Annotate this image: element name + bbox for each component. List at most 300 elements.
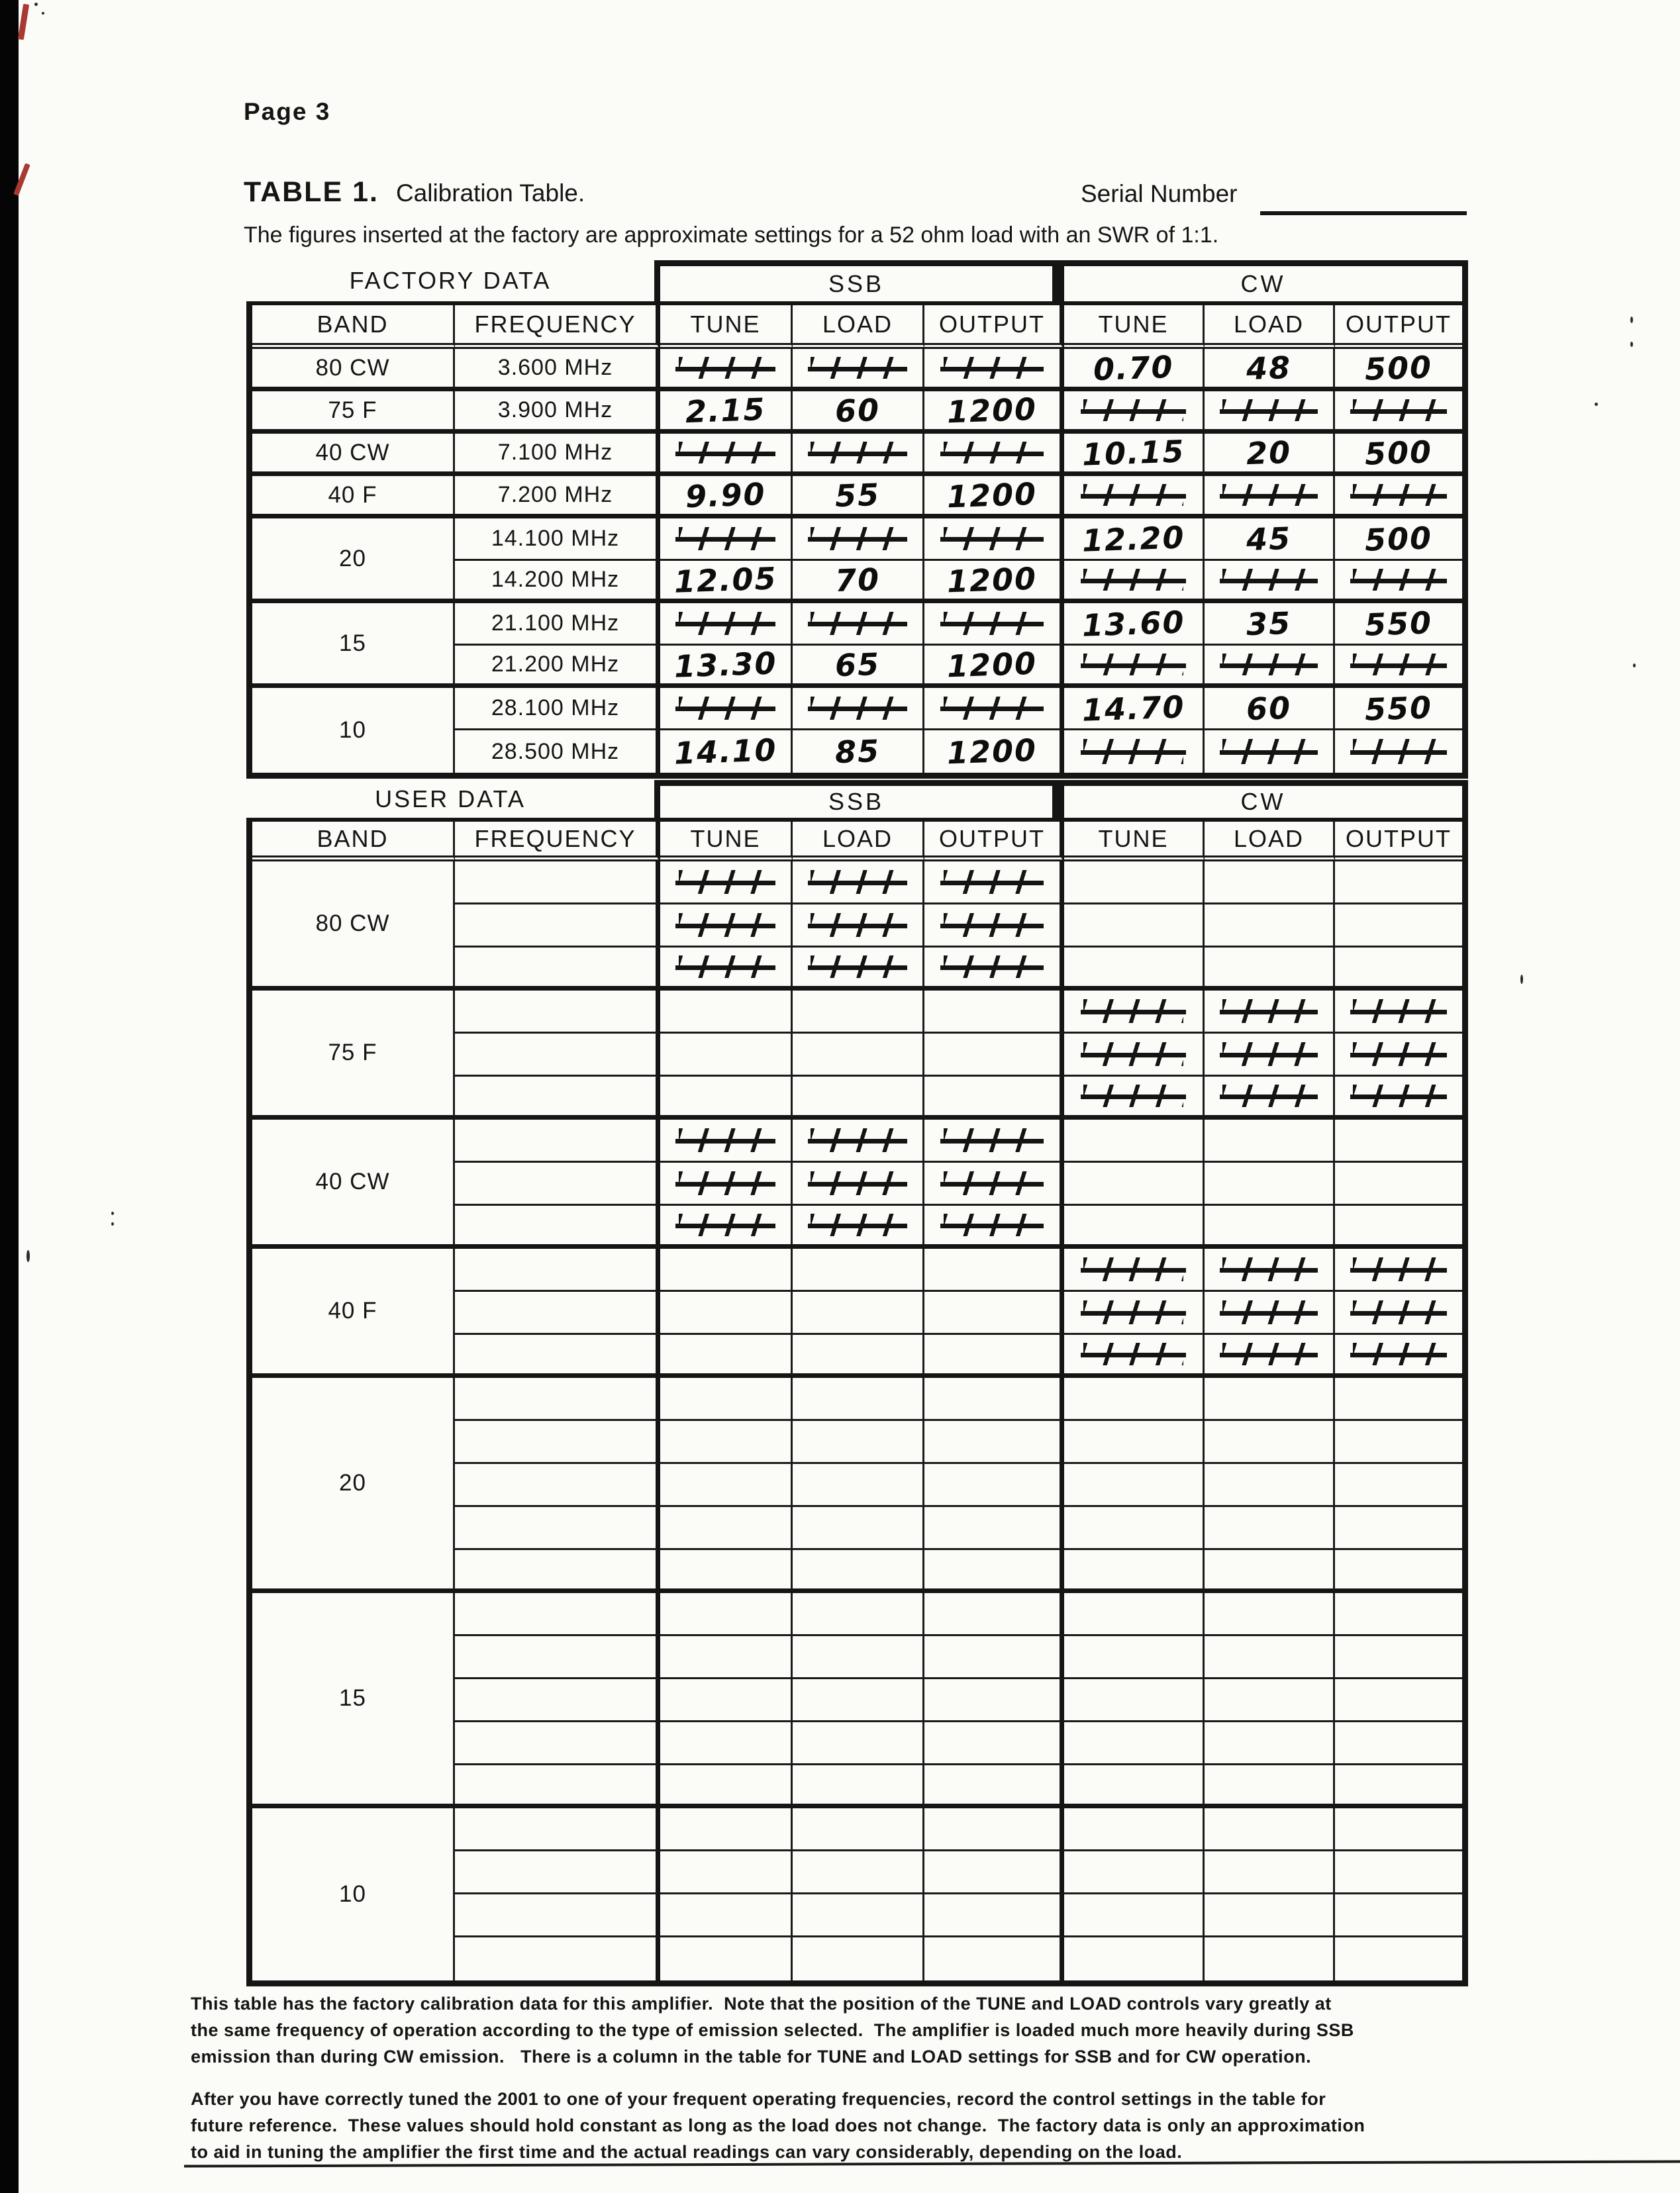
crossed-out-mark: [1083, 399, 1183, 421]
cw-tune-cell: [1064, 518, 1205, 561]
ssb-output-cell: [924, 1593, 1064, 1636]
cw-load-cell: [1205, 1077, 1335, 1120]
ssb-tune-cell: [660, 391, 793, 434]
frequency-cell: 21.100 MHz: [455, 603, 660, 646]
scan-artifact-red-mark: [18, 4, 29, 40]
band-cell: 40 CW: [252, 434, 455, 476]
crossed-out-mark: [1083, 1042, 1183, 1066]
table-caption: [244, 176, 585, 209]
crossed-out-mark: [944, 1128, 1041, 1152]
ssb-output-cell: [924, 991, 1064, 1034]
ssb-output-cell: [924, 1378, 1064, 1421]
crossed-out-mark: [1353, 399, 1444, 421]
cw-load-cell: [1205, 1206, 1335, 1249]
frequency-cell: [455, 1335, 660, 1378]
column-header-output: OUTPUT: [924, 822, 1064, 861]
cw-output-cell: [1335, 688, 1462, 730]
ssb-output-cell: [924, 1765, 1064, 1808]
cw-tune-cell: [1064, 1937, 1205, 1980]
ssb-output-cell: [924, 434, 1064, 476]
crossed-out-mark: [679, 357, 773, 379]
crossed-out-mark: [679, 1128, 773, 1152]
ssb-output-cell: [924, 1722, 1064, 1765]
cw-tune-cell: [1064, 1034, 1205, 1077]
crossed-out-mark: [1083, 739, 1183, 763]
ssb-output-cell: [924, 688, 1064, 730]
cw-output-cell: [1335, 1851, 1462, 1894]
ssb-tune-cell: [660, 1292, 793, 1335]
band-cell: 40 F: [252, 476, 455, 518]
ssb-output-cell: [924, 561, 1064, 603]
ssb-output-cell: [924, 861, 1064, 904]
crossed-out-mark: [1222, 1257, 1315, 1281]
cw-output-cell: [1335, 603, 1462, 646]
ssb-tune-cell: [660, 1937, 793, 1980]
ssb-load-cell: [793, 1120, 924, 1163]
cw-load-cell: [1205, 518, 1335, 561]
cw-output-cell: [1335, 1378, 1462, 1421]
frequency-cell: [455, 1851, 660, 1894]
scan-speck: [1630, 317, 1633, 323]
ssb-load-cell: [793, 1077, 924, 1120]
cw-tune-cell: [1064, 1292, 1205, 1335]
frequency-cell: 7.200 MHz: [455, 476, 660, 518]
frequency-cell: 28.500 MHz: [455, 730, 660, 773]
ssb-load-cell: [793, 991, 924, 1034]
handwritten-value: 20: [1246, 434, 1292, 471]
crossed-out-mark: [1083, 484, 1183, 506]
ssb-tune-cell: [660, 434, 793, 476]
cw-load-cell: [1205, 1163, 1335, 1206]
column-header-tune: TUNE: [1064, 822, 1205, 861]
scan-speck: [111, 1222, 114, 1226]
frequency-cell: [455, 1292, 660, 1335]
cw-load-cell: [1205, 1808, 1335, 1851]
handwritten-value: 1200: [946, 475, 1038, 514]
handwritten-value: 13.60: [1081, 603, 1186, 644]
ssb-tune-cell: [660, 603, 793, 646]
ssb-output-cell: [924, 1679, 1064, 1722]
cw-tune-cell: [1064, 646, 1205, 688]
crossed-out-mark: [1222, 1042, 1315, 1066]
crossed-out-mark: [811, 697, 904, 720]
cw-tune-cell: [1064, 1421, 1205, 1464]
cw-tune-cell: [1064, 1077, 1205, 1120]
cw-load-cell: [1205, 1636, 1335, 1679]
crossed-out-mark: [1353, 654, 1444, 675]
ssb-tune-cell: [660, 476, 793, 518]
calibration-grid: [246, 818, 1468, 1986]
ssb-load-cell: [793, 561, 924, 603]
ssb-output-cell: [924, 1808, 1064, 1851]
crossed-out-mark: [1083, 1343, 1183, 1365]
cw-load-cell: [1205, 904, 1335, 948]
crossed-out-mark: [679, 913, 773, 937]
column-header-output: OUTPUT: [924, 305, 1064, 349]
ssb-load-cell: [793, 1507, 924, 1550]
ssb-load-cell: [793, 349, 924, 391]
cw-load-cell: [1205, 688, 1335, 730]
cw-tune-cell: [1064, 476, 1205, 518]
ssb-tune-cell: [660, 1421, 793, 1464]
cw-load-cell: [1205, 561, 1335, 603]
cw-tune-cell: [1064, 1808, 1205, 1851]
ssb-load-cell: [793, 730, 924, 773]
cw-output-cell: [1335, 434, 1462, 476]
cw-output-cell: [1335, 1636, 1462, 1679]
crossed-out-mark: [1353, 999, 1444, 1023]
cw-group-header: CW: [1058, 780, 1468, 818]
crossed-out-mark: [1222, 484, 1315, 506]
note-text-line: emission than during CW emission. There is a column in the table for TUNE and LOAD settings for SSB and for CW operation.: [191, 2047, 1312, 2067]
cw-output-cell: [1335, 1034, 1462, 1077]
ssb-tune-cell: [660, 1335, 793, 1378]
ssb-tune-cell: [660, 1163, 793, 1206]
frequency-cell: [455, 1206, 660, 1249]
crossed-out-mark: [1083, 999, 1183, 1023]
factory-data-table: [246, 260, 1468, 779]
user-data-table: [246, 780, 1468, 1986]
frequency-cell: [455, 1507, 660, 1550]
cw-output-cell: [1335, 476, 1462, 518]
cw-tune-cell: [1064, 861, 1205, 904]
crossed-out-mark: [1222, 399, 1315, 421]
note-text-line: the same frequency of operation according to the type of emission selected. The amplifier is loaded much more heavily during SSB: [191, 2020, 1354, 2040]
crossed-out-mark: [944, 870, 1041, 894]
ssb-tune-cell: [660, 1378, 793, 1421]
handwritten-value: 550: [1364, 604, 1433, 643]
handwritten-value: 14.10: [673, 732, 778, 771]
ssb-load-cell: [793, 518, 924, 561]
frequency-cell: [455, 861, 660, 904]
ssb-tune-cell: [660, 730, 793, 773]
ssb-tune-cell: [660, 1894, 793, 1937]
ssb-load-cell: [793, 1550, 924, 1593]
ssb-load-cell: [793, 1421, 924, 1464]
table-group-header-row: [246, 780, 1468, 818]
ssb-tune-cell: [660, 1206, 793, 1249]
crossed-out-mark: [1083, 1257, 1183, 1281]
crossed-out-mark: [679, 697, 773, 720]
ssb-output-cell: [924, 1636, 1064, 1679]
crossed-out-mark: [1222, 1085, 1315, 1107]
ssb-load-cell: [793, 1206, 924, 1249]
ssb-load-cell: [793, 603, 924, 646]
cw-group-header: CW: [1058, 260, 1468, 301]
frequency-cell: [455, 1421, 660, 1464]
table-number-label: TABLE 1.: [244, 176, 379, 208]
cw-output-cell: [1335, 948, 1462, 991]
ssb-output-cell: [924, 1206, 1064, 1249]
ssb-output-cell: [924, 1894, 1064, 1937]
scan-speck: [42, 12, 44, 15]
frequency-cell: 7.100 MHz: [455, 434, 660, 476]
ssb-load-cell: [793, 1034, 924, 1077]
cw-tune-cell: [1064, 1851, 1205, 1894]
frequency-cell: [455, 1679, 660, 1722]
cw-tune-cell: [1064, 434, 1205, 476]
ssb-tune-cell: [660, 1593, 793, 1636]
intro-text: The figures inserted at the factory are approximate settings for a 52 ohm load with an SWR of 1:1.: [244, 222, 1219, 248]
ssb-tune-cell: [660, 1765, 793, 1808]
crossed-out-mark: [679, 870, 773, 894]
cw-load-cell: [1205, 646, 1335, 688]
frequency-cell: 14.100 MHz: [455, 518, 660, 561]
frequency-cell: [455, 1120, 660, 1163]
cw-output-cell: [1335, 1765, 1462, 1808]
cw-load-cell: [1205, 1550, 1335, 1593]
ssb-load-cell: [793, 1335, 924, 1378]
scan-speck: [1630, 342, 1633, 347]
crossed-out-mark: [1083, 654, 1183, 675]
frequency-cell: [455, 1722, 660, 1765]
ssb-tune-cell: [660, 1464, 793, 1507]
scan-artifact-left-bar: [0, 0, 19, 2193]
cw-load-cell: [1205, 861, 1335, 904]
note-text-line: future reference. These values should hold constant as long as the load does not change. The factory data is only an approximation: [191, 2116, 1365, 2135]
handwritten-value: 60: [1246, 689, 1292, 727]
cw-load-cell: [1205, 1593, 1335, 1636]
frequency-cell: [455, 1034, 660, 1077]
cw-load-cell: [1205, 1378, 1335, 1421]
scan-speck: [1520, 975, 1523, 984]
cw-load-cell: [1205, 1335, 1335, 1378]
handwritten-value: 55: [834, 476, 881, 514]
table-section-label: USER DATA: [375, 785, 526, 812]
ssb-group-header: SSB: [654, 260, 1058, 301]
ssb-tune-cell: [660, 518, 793, 561]
handwritten-value: 500: [1364, 433, 1433, 472]
crossed-out-mark: [944, 1171, 1041, 1195]
crossed-out-mark: [944, 527, 1041, 550]
crossed-out-mark: [1222, 999, 1315, 1023]
cw-load-cell: [1205, 1679, 1335, 1722]
crossed-out-mark: [944, 697, 1041, 720]
crossed-out-mark: [1083, 1300, 1183, 1324]
ssb-output-cell: [924, 646, 1064, 688]
column-header-tune: TUNE: [1064, 305, 1205, 349]
cw-output-cell: [1335, 1937, 1462, 1980]
crossed-out-mark: [679, 527, 773, 550]
handwritten-value: 60: [834, 391, 881, 429]
ssb-tune-cell: [660, 1249, 793, 1292]
cw-output-cell: [1335, 1507, 1462, 1550]
column-header-load: LOAD: [1205, 305, 1335, 349]
band-cell: 75 F: [252, 391, 455, 434]
handwritten-value: 85: [834, 732, 881, 771]
crossed-out-mark: [1353, 739, 1444, 763]
cw-tune-cell: [1064, 948, 1205, 991]
crossed-out-mark: [1083, 1085, 1183, 1107]
column-header-load: LOAD: [793, 305, 924, 349]
cw-tune-cell: [1064, 1335, 1205, 1378]
handwritten-value: 1200: [946, 560, 1038, 599]
ssb-output-cell: [924, 1421, 1064, 1464]
ssb-load-cell: [793, 1765, 924, 1808]
ssb-load-cell: [793, 1464, 924, 1507]
cw-tune-cell: [1064, 561, 1205, 603]
band-cell: 80 CW: [252, 349, 455, 391]
scan-speck: [34, 3, 38, 6]
ssb-output-cell: [924, 1507, 1064, 1550]
page-number: Page 3: [244, 98, 331, 125]
handwritten-value: 35: [1246, 605, 1292, 642]
cw-output-cell: [1335, 1679, 1462, 1722]
crossed-out-mark: [944, 357, 1041, 379]
ssb-output-cell: [924, 1034, 1064, 1077]
band-cell: 75 F: [252, 991, 455, 1120]
cw-load-cell: [1205, 1722, 1335, 1765]
band-cell: 10: [252, 1808, 455, 1980]
ssb-load-cell: [793, 1292, 924, 1335]
ssb-output-cell: [924, 730, 1064, 773]
crossed-out-mark: [1353, 1042, 1444, 1066]
serial-number-blank-line: [1260, 211, 1467, 215]
crossed-out-mark: [679, 1171, 773, 1195]
cw-load-cell: [1205, 1507, 1335, 1550]
handwritten-value: 500: [1364, 519, 1433, 558]
ssb-output-cell: [924, 1292, 1064, 1335]
crossed-out-mark: [1353, 1343, 1444, 1365]
column-header-load: LOAD: [793, 822, 924, 861]
frequency-cell: [455, 1550, 660, 1593]
frequency-cell: [455, 1077, 660, 1120]
crossed-out-mark: [944, 612, 1041, 635]
ssb-tune-cell: [660, 349, 793, 391]
handwritten-value: 550: [1364, 689, 1433, 728]
cw-tune-cell: [1064, 1206, 1205, 1249]
ssb-group-header: SSB: [654, 780, 1058, 818]
cw-tune-cell: [1064, 391, 1205, 434]
frequency-cell: [455, 1378, 660, 1421]
crossed-out-mark: [1353, 484, 1444, 506]
frequency-cell: 21.200 MHz: [455, 646, 660, 688]
ssb-output-cell: [924, 391, 1064, 434]
ssb-output-cell: [924, 1851, 1064, 1894]
ssb-load-cell: [793, 688, 924, 730]
ssb-output-cell: [924, 518, 1064, 561]
band-cell: 15: [252, 603, 455, 688]
cw-output-cell: [1335, 1550, 1462, 1593]
column-header-frequency: FREQUENCY: [455, 822, 660, 861]
cw-tune-cell: [1064, 1163, 1205, 1206]
ssb-load-cell: [793, 1894, 924, 1937]
notes-paragraph: [191, 1990, 1365, 2070]
ssb-tune-cell: [660, 1851, 793, 1894]
ssb-output-cell: [924, 1464, 1064, 1507]
ssb-load-cell: [793, 1679, 924, 1722]
cw-tune-cell: [1064, 688, 1205, 730]
cw-tune-cell: [1064, 1120, 1205, 1163]
cw-output-cell: [1335, 991, 1462, 1034]
cw-output-cell: [1335, 1894, 1462, 1937]
column-header-band: BAND: [252, 822, 455, 861]
cw-output-cell: [1335, 1249, 1462, 1292]
crossed-out-mark: [1222, 739, 1315, 763]
handwritten-value: 13.30: [673, 644, 778, 685]
column-header-tune: TUNE: [660, 822, 793, 861]
ssb-output-cell: [924, 1937, 1064, 1980]
cw-load-cell: [1205, 1249, 1335, 1292]
cw-load-cell: [1205, 1120, 1335, 1163]
cw-tune-cell: [1064, 991, 1205, 1034]
cw-output-cell: [1335, 1292, 1462, 1335]
band-cell: 40 F: [252, 1249, 455, 1378]
cw-output-cell: [1335, 1163, 1462, 1206]
frequency-cell: [455, 1894, 660, 1937]
column-header-frequency: FREQUENCY: [455, 305, 660, 349]
ssb-tune-cell: [660, 1507, 793, 1550]
table-section-label: FACTORY DATA: [349, 267, 552, 294]
cw-load-cell: [1205, 349, 1335, 391]
handwritten-value: 9.90: [684, 475, 767, 514]
cw-tune-cell: [1064, 1894, 1205, 1937]
cw-load-cell: [1205, 391, 1335, 434]
ssb-output-cell: [924, 904, 1064, 948]
ssb-tune-cell: [660, 948, 793, 991]
cw-tune-cell: [1064, 1507, 1205, 1550]
cw-output-cell: [1335, 1421, 1462, 1464]
cw-tune-cell: [1064, 1249, 1205, 1292]
cw-load-cell: [1205, 1421, 1335, 1464]
ssb-tune-cell: [660, 1034, 793, 1077]
note-text-line: to aid in tuning the amplifier the first time and the actual readings can vary considerably, depending on the load.: [191, 2142, 1183, 2162]
cw-output-cell: [1335, 391, 1462, 434]
band-cell: 15: [252, 1593, 455, 1808]
cw-load-cell: [1205, 991, 1335, 1034]
crossed-out-mark: [944, 955, 1041, 978]
ssb-output-cell: [924, 1335, 1064, 1378]
column-header-output: OUTPUT: [1335, 305, 1462, 349]
cw-tune-cell: [1064, 1464, 1205, 1507]
note-text-line: After you have correctly tuned the 2001 to one of your frequent operating frequencies, record the control settings in the table for: [191, 2089, 1326, 2109]
crossed-out-mark: [811, 1128, 904, 1152]
ssb-output-cell: [924, 603, 1064, 646]
frequency-cell: 3.900 MHz: [455, 391, 660, 434]
frequency-cell: 3.600 MHz: [455, 349, 660, 391]
ssb-output-cell: [924, 1077, 1064, 1120]
crossed-out-mark: [944, 442, 1041, 463]
crossed-out-mark: [944, 913, 1041, 937]
cw-tune-cell: [1064, 603, 1205, 646]
cw-tune-cell: [1064, 1722, 1205, 1765]
frequency-cell: [455, 1636, 660, 1679]
cw-output-cell: [1335, 1335, 1462, 1378]
ssb-load-cell: [793, 1851, 924, 1894]
band-cell: 10: [252, 688, 455, 773]
ssb-tune-cell: [660, 1077, 793, 1120]
handwritten-value: 65: [834, 646, 881, 683]
cw-output-cell: [1335, 861, 1462, 904]
cw-load-cell: [1205, 1464, 1335, 1507]
ssb-load-cell: [793, 391, 924, 434]
cw-output-cell: [1335, 904, 1462, 948]
ssb-tune-cell: [660, 1550, 793, 1593]
ssb-load-cell: [793, 434, 924, 476]
cw-load-cell: [1205, 603, 1335, 646]
cw-output-cell: [1335, 1120, 1462, 1163]
ssb-tune-cell: [660, 1636, 793, 1679]
cw-output-cell: [1335, 1077, 1462, 1120]
cw-output-cell: [1335, 518, 1462, 561]
ssb-load-cell: [793, 948, 924, 991]
ssb-output-cell: [924, 1550, 1064, 1593]
table-title: Calibration Table.: [395, 179, 585, 207]
handwritten-value: 1200: [946, 645, 1038, 684]
crossed-out-mark: [1353, 1257, 1444, 1281]
cw-output-cell: [1335, 646, 1462, 688]
ssb-load-cell: [793, 646, 924, 688]
